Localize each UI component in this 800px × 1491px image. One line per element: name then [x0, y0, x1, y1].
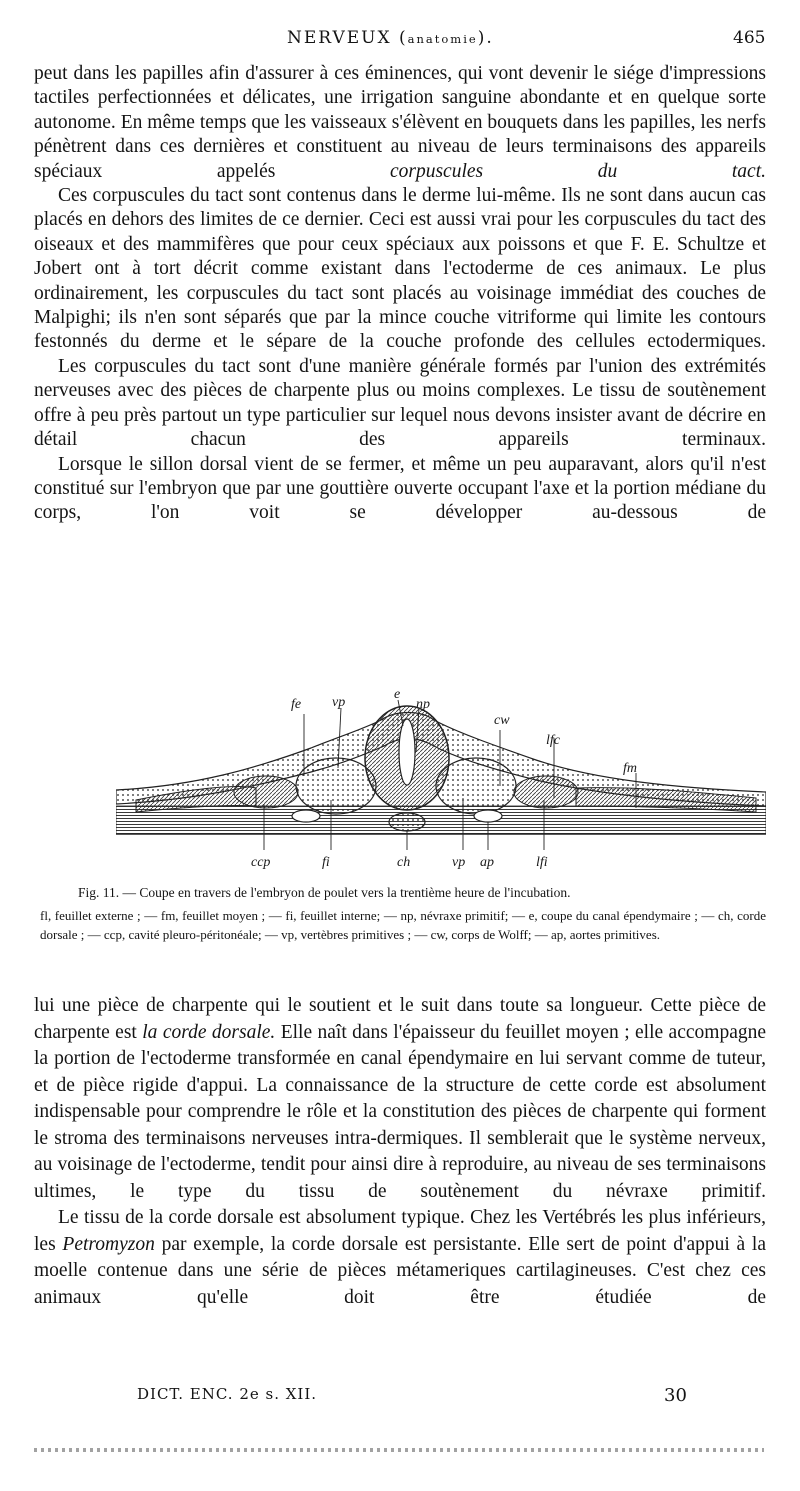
figure-label: lfi	[536, 855, 548, 870]
paragraph: Lorsque le sillon dorsal vient de se fermer, et même un peu auparavant, alors qu'il n'est constitué sur l'embryon que par une gouttière ouverte occupant l'axe et la portion médiane du corps, l'on voit se développer au-dessous de	[34, 453, 766, 524]
figure-label: vp	[332, 695, 346, 710]
figure-label: ch	[397, 855, 411, 870]
running-header	[0, 28, 800, 54]
figure-label: lfc	[546, 733, 560, 748]
figure-label: fi	[322, 855, 330, 870]
italic-term: corpuscules du tact.	[389, 160, 766, 182]
paragraph	[34, 993, 766, 1205]
page-number: 465	[733, 28, 766, 48]
figure-label: cw	[494, 713, 510, 728]
text-block-bottom	[34, 993, 766, 1311]
paragraph	[34, 62, 766, 184]
figure-label: fm	[623, 761, 637, 776]
paragraph: Les corpuscules du tact sont d'une manière générale formés par l'union des extrémités nerveuses avec des pièces de charpente plus ou moins complexes. Le tissu de soutènement offre à peu près partout un type particulier sur lequel nous devons insister avant de décrire en détail chacun des appareils terminaux.	[34, 355, 766, 451]
italic-term: Petromyzon	[62, 1233, 155, 1255]
italic-term: la corde dorsale.	[142, 1021, 276, 1043]
paragraph-text: par exemple, la corde dorsale est persistante. Elle sert de point d'appui à la moelle contenue dans une série de pièces métameriques cartilagineuses. C'est chez ces animaux qu'elle doit être étudiée de	[34, 1233, 767, 1308]
paragraph-text: Elle naît dans l'épaisseur du feuillet moyen ; elle accompagne la portion de l'ectoderme transformée en canal épendymaire en lui servant comme de tuteur, et de pièce rigide d'appui. La connaissance de la structure de cette corde est absolument indispensable pour comprendre le rôle et la constitution des pièces de charpente qui forment le stroma des terminaisons nerveuses intra-dermiques. Il semblerait que le système nerveux, au voisinage de l'ectoderme, tendit pour ainsi dire à reproduire, au niveau de ses terminaisons ultimes, le type du tissu de soutènement du névraxe primitif.	[34, 1021, 767, 1202]
embryo-section-drawing	[116, 688, 766, 878]
figure-label: np	[416, 697, 430, 712]
signature-mark: DICT. ENC. 2e s. XII.	[137, 1385, 318, 1403]
sheet-number: 30	[664, 1385, 687, 1406]
figure-label: fe	[291, 697, 302, 712]
header-title-end: ).	[477, 28, 494, 48]
paragraph-text: Le tissu de la corde dorsale est absolument typique. Chez les Vertébrés les plus inférieurs, les	[34, 1207, 766, 1255]
header-title	[287, 28, 494, 48]
figure-label: vp	[452, 855, 466, 870]
paragraph	[34, 1205, 766, 1311]
figure-caption	[40, 885, 766, 944]
paragraph-text: lui une pièce de charpente qui le soutient et le suit dans toute sa longueur. Cette pièce de charpente est	[34, 995, 766, 1043]
caption-legend: fl, feuillet externe ; — fm, feuillet moyen ; — fi, feuillet interne; — np, névraxe primitif; — e, coupe du canal épendymaire ; — ch, corde dorsale ; — ccp, cavité pleuro-péritonéale; — vp, vertèbres primitives ; — cw, corps de Wolff; — ap, aortes primitives.	[40, 908, 766, 942]
text-block-top	[34, 62, 766, 526]
header-title-main: NERVEUX (	[287, 28, 408, 48]
paragraph-text: peut dans les papilles afin d'assurer à ces éminences, qui vont devenir le siége d'impressions tactiles perfectionnées et délicates, une irrigation sanguine abondante et en quelque sorte autonome. En même temps que les vaisseaux s'élèvent en bouquets dans les papilles, les nerfs pénètrent dans ces dernières et constituent au niveau de leurs terminaisons des appareils spéciaux appelés	[34, 63, 766, 182]
figure-label: e	[394, 688, 401, 702]
figure-embryo-section	[116, 688, 766, 878]
paragraph: Ces corpuscules du tact sont contenus dans le derme lui-même. Ils ne sont dans aucun cas placés en dehors des limites de ce dernier. Ceci est aussi vrai pour les corpuscules du tact des oiseaux et des mammifères que pour ceux spéciaux aux poissons et que F. E. Schultze et Jobert ont à tort décrit comme existant dans l'ectoderme de ces animaux. Le plus ordinairement, les corpuscules du tact sont placés au voisinage immédiat des couches de Malpighi; ils n'en sont séparés que par la mince couche vitriforme qui limite les contours festonnés du derme et le sépare de la couche profonde des cellules ectodermiques.	[34, 185, 766, 353]
caption-title: Fig. 11. — Coupe en travers de l'embryon de poulet vers la trentième heure de l'incubation.	[78, 885, 571, 900]
figure-label: ccp	[251, 855, 271, 870]
header-title-small: anatomie	[407, 32, 478, 46]
figure-label: ap	[480, 855, 494, 870]
page-footer	[0, 1385, 800, 1409]
dotted-rule	[34, 1448, 764, 1452]
